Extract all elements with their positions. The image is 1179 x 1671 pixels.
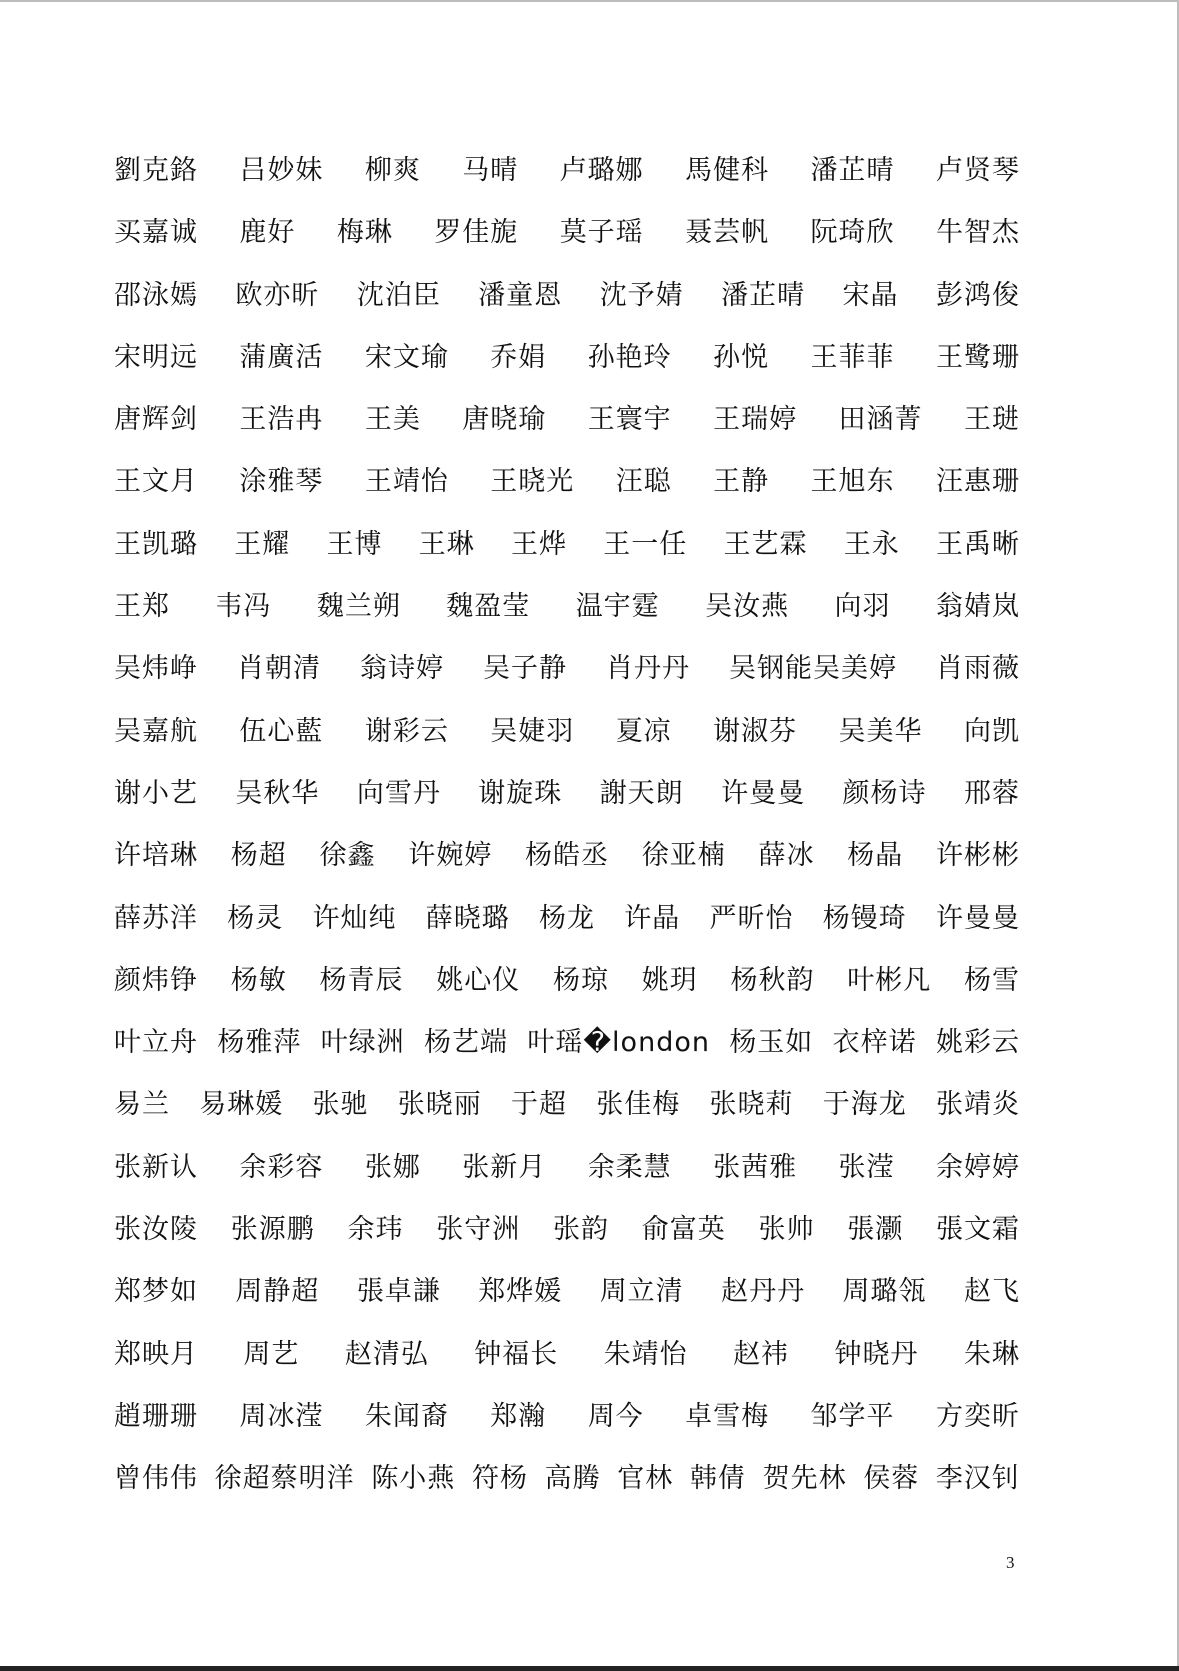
person-name: 易琳媛 xyxy=(199,1089,284,1121)
person-name: 王永 xyxy=(843,528,900,560)
person-name: 姚玥 xyxy=(641,964,698,996)
person-name: 潘芷晴 xyxy=(810,155,895,186)
person-name: 余玮 xyxy=(347,1214,404,1246)
person-name: 王艺霖 xyxy=(723,528,808,560)
person-name: 周立清 xyxy=(599,1276,684,1308)
person-name: 牛智杰 xyxy=(935,217,1020,249)
person-name: 王凯璐 xyxy=(114,528,198,560)
person-name: 罗佳旎 xyxy=(434,217,519,249)
person-name: 许彬彬 xyxy=(936,840,1020,872)
person-name: 宋文瑜 xyxy=(364,341,449,373)
person-name: 翁婧岚 xyxy=(935,591,1020,623)
person-name: 张靖炎 xyxy=(936,1089,1020,1121)
person-name: 张晓莉 xyxy=(709,1089,794,1121)
person-name: 宋明远 xyxy=(114,341,198,373)
name-row xyxy=(114,775,1020,837)
person-name: 张驰 xyxy=(312,1089,369,1121)
person-name: 邢蓉 xyxy=(963,777,1020,809)
person-name: 张新月 xyxy=(462,1151,547,1183)
name-row xyxy=(114,1024,1020,1086)
person-name: 莫子瑶 xyxy=(559,217,644,249)
person-name: 杨敏 xyxy=(230,964,287,996)
person-name: 郑映月 xyxy=(114,1338,198,1370)
person-name: 许灿纯 xyxy=(312,902,397,934)
person-name: 阮琦欣 xyxy=(810,217,895,249)
person-name: 徐亚楠 xyxy=(641,840,726,872)
person-name: 沈泊臣 xyxy=(356,279,441,311)
person-name: 谢小艺 xyxy=(114,777,198,809)
person-name: 梅琳 xyxy=(336,217,393,249)
person-name: 劉克鉻 xyxy=(114,155,198,186)
name-row xyxy=(114,650,1020,712)
person-name: 李汉钊 xyxy=(935,1463,1020,1495)
person-name: 叶立舟 xyxy=(114,1027,198,1059)
person-name: 宋晶 xyxy=(842,279,899,311)
person-name: 向雪丹 xyxy=(356,777,441,809)
name-row xyxy=(114,962,1020,1024)
person-name: 赵飞 xyxy=(963,1276,1020,1308)
person-name: 涂雅琴 xyxy=(239,466,324,498)
person-name: 杨雪 xyxy=(964,964,1020,996)
person-name: 張卓謙 xyxy=(356,1276,441,1308)
person-name: 王瑞婷 xyxy=(713,404,798,436)
person-name: 谢淑芬 xyxy=(713,715,798,747)
person-name: 高腾 xyxy=(544,1463,601,1495)
person-name: 曾伟伟 xyxy=(114,1463,198,1495)
person-name: 唐辉剑 xyxy=(114,404,198,436)
person-name: 颜杨诗 xyxy=(842,777,927,809)
person-name: 吴钢能吴美婷 xyxy=(729,653,897,685)
person-name: 吴汝燕 xyxy=(705,591,790,623)
person-name: 王耀 xyxy=(234,528,291,560)
person-name: 乔娟 xyxy=(490,341,547,373)
person-name: 符杨 xyxy=(471,1463,528,1495)
person-name: 邵泳嫣 xyxy=(114,279,198,311)
person-name: 姚彩云 xyxy=(936,1027,1020,1059)
name-row xyxy=(114,1086,1020,1148)
person-name: 潘童恩 xyxy=(478,279,563,311)
person-name: 叶瑶�london xyxy=(527,1027,710,1059)
person-name: 吴炜峥 xyxy=(114,653,198,685)
person-name: 谢旋珠 xyxy=(478,777,563,809)
person-name: 向凯 xyxy=(963,715,1020,747)
person-name: 翁诗婷 xyxy=(360,653,444,685)
person-name: 王博 xyxy=(326,528,383,560)
person-name: 赵丹丹 xyxy=(721,1276,806,1308)
person-name: 魏兰朔 xyxy=(316,591,401,623)
person-name: 侯蓉 xyxy=(863,1463,920,1495)
person-name: 王文月 xyxy=(114,466,198,498)
person-name: 张娜 xyxy=(364,1151,421,1183)
person-name: 吴婕羽 xyxy=(490,715,575,747)
name-row xyxy=(114,463,1020,525)
person-name: 聂芸帆 xyxy=(685,217,770,249)
person-name: 赵清弘 xyxy=(344,1338,429,1370)
person-name: 趙珊珊 xyxy=(114,1400,198,1432)
person-name: 杨镘琦 xyxy=(822,902,907,934)
person-name: 郑梦如 xyxy=(114,1276,198,1308)
person-name: 伍心藍 xyxy=(239,715,324,747)
person-name: 吴美华 xyxy=(838,715,923,747)
person-name: 薛冰 xyxy=(758,840,815,872)
person-name: 汪惠珊 xyxy=(935,466,1020,498)
person-name: 易兰 xyxy=(114,1089,170,1121)
person-name: 官林 xyxy=(617,1463,674,1495)
person-name: 王旭东 xyxy=(810,466,895,498)
name-row xyxy=(114,339,1020,401)
person-name: 颜炜铮 xyxy=(114,964,198,996)
name-row xyxy=(114,1149,1020,1211)
person-name: 魏盈莹 xyxy=(446,591,531,623)
person-name: 杨青辰 xyxy=(319,964,404,996)
person-name: 周今 xyxy=(587,1400,644,1432)
person-name: 张新认 xyxy=(114,1151,198,1183)
person-name: 王郑 xyxy=(114,591,170,623)
person-name: 向羽 xyxy=(834,591,891,623)
person-name: 买嘉诚 xyxy=(114,217,198,249)
name-row xyxy=(114,277,1020,339)
person-name: 杨艺端 xyxy=(424,1027,509,1059)
person-name: 陈小燕 xyxy=(371,1463,456,1495)
person-name: 钟晓丹 xyxy=(834,1338,919,1370)
person-name: 朱靖怡 xyxy=(603,1338,688,1370)
person-name: 赵祎 xyxy=(733,1338,790,1370)
person-name: 王禹晰 xyxy=(936,528,1020,560)
person-name: 卢璐娜 xyxy=(559,155,644,186)
person-name: 吴子静 xyxy=(483,653,567,685)
person-name: 王烨 xyxy=(511,528,567,560)
person-name: 张守洲 xyxy=(436,1214,521,1246)
person-name: 王鹭珊 xyxy=(935,341,1020,373)
name-row xyxy=(114,1398,1020,1460)
person-name: 衣梓诺 xyxy=(832,1027,917,1059)
page-number: 3 xyxy=(1006,1553,1015,1572)
person-name: 肖朝清 xyxy=(237,653,321,685)
person-name: 杨龙 xyxy=(539,902,595,934)
person-name: 钟福长 xyxy=(474,1338,559,1370)
person-name: 张茜雅 xyxy=(713,1151,798,1183)
name-row xyxy=(114,1273,1020,1335)
person-name: 张源鹏 xyxy=(230,1214,315,1246)
person-name: 余彩容 xyxy=(239,1151,324,1183)
person-name: 叶彬凡 xyxy=(847,964,932,996)
person-name: 郑烨媛 xyxy=(478,1276,563,1308)
person-name: 许培琳 xyxy=(114,840,198,872)
person-name: 许曼曼 xyxy=(721,777,806,809)
person-name: 柳爽 xyxy=(364,155,421,186)
person-name: 彭鸿俊 xyxy=(935,279,1020,311)
person-name: 杨超 xyxy=(230,840,287,872)
person-name: 孙艳玲 xyxy=(587,341,672,373)
name-row xyxy=(114,1336,1020,1398)
name-row xyxy=(114,900,1020,962)
person-name: 杨琼 xyxy=(553,964,609,996)
person-name: 王菲菲 xyxy=(810,341,895,373)
person-name: 卓雪梅 xyxy=(685,1400,770,1432)
person-name: 方奕昕 xyxy=(935,1400,1020,1432)
person-name: 许婉婷 xyxy=(408,840,493,872)
person-name: 謝天朗 xyxy=(599,777,684,809)
person-name: 欧亦昕 xyxy=(235,279,320,311)
person-name: 張灏 xyxy=(847,1214,904,1246)
person-name: 周静超 xyxy=(235,1276,320,1308)
person-name: 肖丹丹 xyxy=(606,653,690,685)
person-name: 徐超蔡明洋 xyxy=(214,1463,355,1495)
person-name: 薛晓璐 xyxy=(425,902,510,934)
name-list xyxy=(114,152,1020,1523)
person-name: 張文霜 xyxy=(936,1214,1020,1246)
person-name: 张晓丽 xyxy=(397,1089,482,1121)
person-name: 郑瀚 xyxy=(490,1400,547,1432)
person-name: 于海龙 xyxy=(822,1089,907,1121)
person-name: 薛苏洋 xyxy=(114,902,198,934)
person-name: 王琳 xyxy=(418,528,475,560)
person-name: 周冰滢 xyxy=(239,1400,324,1432)
person-name: 杨灵 xyxy=(227,902,284,934)
person-name: 蒲廣活 xyxy=(239,341,324,373)
name-row xyxy=(114,1211,1020,1273)
name-row xyxy=(114,214,1020,276)
person-name: 韩倩 xyxy=(689,1463,746,1495)
person-name: 王靖怡 xyxy=(364,466,449,498)
person-name: 张帅 xyxy=(758,1214,815,1246)
person-name: 馬健科 xyxy=(685,155,770,186)
person-name: 唐晓瑜 xyxy=(462,404,547,436)
person-name: 张滢 xyxy=(838,1151,895,1183)
person-name: 徐鑫 xyxy=(319,840,376,872)
person-name: 王晓光 xyxy=(490,466,575,498)
person-name: 温宇霆 xyxy=(575,591,660,623)
person-name: 张佳梅 xyxy=(596,1089,681,1121)
person-name: 卢贤琴 xyxy=(935,155,1020,186)
person-name: 余柔慧 xyxy=(587,1151,672,1183)
person-name: 吴嘉航 xyxy=(114,715,198,747)
person-name: 孙悦 xyxy=(713,341,770,373)
person-name: 杨皓丞 xyxy=(525,840,609,872)
person-name: 潘芷晴 xyxy=(721,279,806,311)
person-name: 于超 xyxy=(511,1089,567,1121)
person-name: 鹿好 xyxy=(239,217,296,249)
person-name: 姚心仪 xyxy=(436,964,521,996)
person-name: 王美 xyxy=(364,404,421,436)
person-name: 邹学平 xyxy=(810,1400,895,1432)
person-name: 吕妙妹 xyxy=(239,155,324,186)
person-name: 张韵 xyxy=(553,1214,609,1246)
person-name: 余婷婷 xyxy=(935,1151,1020,1183)
name-row xyxy=(114,713,1020,775)
person-name: 许晶 xyxy=(624,902,681,934)
person-name: 杨秋韵 xyxy=(730,964,815,996)
person-name: 沈予婧 xyxy=(599,279,684,311)
name-row xyxy=(114,152,1020,214)
page-border-top xyxy=(0,0,1179,2)
person-name: 叶绿洲 xyxy=(320,1027,405,1059)
person-name: 韦冯 xyxy=(215,591,272,623)
person-name: 周璐瓴 xyxy=(842,1276,927,1308)
name-row xyxy=(114,588,1020,650)
person-name: 王静 xyxy=(713,466,770,498)
person-name: 杨晶 xyxy=(847,840,904,872)
name-row xyxy=(114,401,1020,463)
person-name: 吴秋华 xyxy=(235,777,320,809)
person-name: 田涵菁 xyxy=(838,404,923,436)
person-name: 严昕怡 xyxy=(709,902,794,934)
person-name: 肖雨薇 xyxy=(936,653,1020,685)
person-name: 谢彩云 xyxy=(364,715,449,747)
name-row xyxy=(114,837,1020,899)
person-name: 王一任 xyxy=(603,528,688,560)
person-name: 许曼曼 xyxy=(936,902,1020,934)
person-name: 王浩冉 xyxy=(239,404,324,436)
person-name: 夏凉 xyxy=(615,715,672,747)
name-row xyxy=(114,526,1020,588)
person-name: 王寰宇 xyxy=(587,404,672,436)
person-name: 汪聪 xyxy=(615,466,672,498)
person-name: 杨雅萍 xyxy=(217,1027,302,1059)
person-name: 朱闻裔 xyxy=(364,1400,449,1432)
person-name: 贺先林 xyxy=(762,1463,847,1495)
person-name: 马晴 xyxy=(462,155,519,186)
person-name: 朱琳 xyxy=(963,1338,1020,1370)
page-border-bottom xyxy=(0,1666,1179,1671)
person-name: 张汝陵 xyxy=(114,1214,198,1246)
person-name: 周艺 xyxy=(243,1338,300,1370)
person-name: 王琎 xyxy=(963,404,1020,436)
person-name: 俞富英 xyxy=(641,1214,726,1246)
person-name: 杨玉如 xyxy=(729,1027,814,1059)
name-row xyxy=(114,1460,1020,1522)
